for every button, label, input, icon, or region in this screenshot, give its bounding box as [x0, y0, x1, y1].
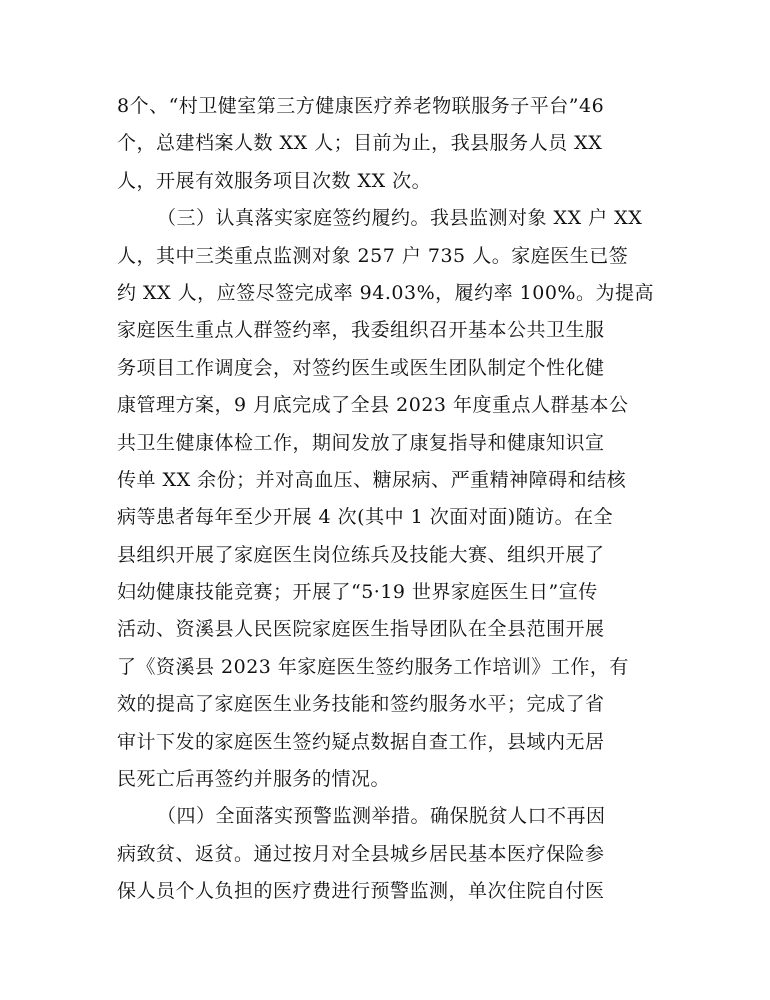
text-line: 约 XX 人，应签尽签完成率 94.03%，履约率 100%。为提高 [117, 281, 654, 304]
text-line: 个，总建档案人数 XX 人；目前为止，我县服务人员 XX [117, 132, 603, 155]
text-line: 妇幼健康技能竞赛；开展了“5·19 世界家庭医生日”宣传 [117, 581, 598, 604]
text-line: 人，开展有效服务项目次数 XX 次。 [117, 169, 432, 192]
text-line: 民死亡后再签约并服务的情况。 [117, 768, 391, 791]
text-line: 保人员个人负担的医疗费进行预警监测，单次住院自付医 [117, 880, 605, 903]
text-line: 病等患者每年至少开展 4 次(其中 1 次面对面)随访。在全 [117, 506, 614, 529]
document-body-text [117, 88, 654, 911]
text-line: 县组织开展了家庭医生岗位练兵及技能大赛、组织开展了 [117, 543, 605, 566]
text-line: 审计下发的家庭医生签约疑点数据自查工作，县域内无居 [117, 730, 605, 753]
text-line: 传单 XX 余份；并对高血压、糖尿病、严重精神障碍和结核 [117, 468, 627, 491]
text-line: 了《资溪县 2023 年家庭医生签约服务工作培训》工作，有 [117, 655, 629, 678]
text-line: 家庭医生重点人群签约率，我委组织召开基本公共卫生服 [117, 319, 605, 342]
section-heading-line: （四）全面落实预警监测举措。确保脱贫人口不再因 [157, 805, 606, 828]
text-line: 8个、“村卫健室第三方健康医疗养老物联服务子平台”46 [117, 95, 605, 117]
text-line: 效的提高了家庭医生业务技能和签约服务水平；完成了省 [117, 693, 605, 716]
text-line: 病致贫、返贫。通过按月对全县城乡居民基本医疗保险参 [117, 842, 605, 865]
text-line: 活动、资溪县人民医院家庭医生指导团队在全县范围开展 [117, 618, 605, 641]
text-line: 务项目工作调度会，对签约医生或医生团队制定个性化健 [117, 356, 605, 379]
text-line: 康管理方案，9 月底完成了全县 2023 年度重点人群基本公 [117, 394, 629, 417]
section-heading-line: （三）认真落实家庭签约履约。我县监测对象 XX 户 XX [157, 207, 643, 230]
text-line: 共卫生健康体检工作，期间发放了康复指导和健康知识宣 [117, 431, 605, 454]
text-line: 人，其中三类重点监测对象 257 户 735 人。家庭医生已签 [117, 244, 629, 267]
